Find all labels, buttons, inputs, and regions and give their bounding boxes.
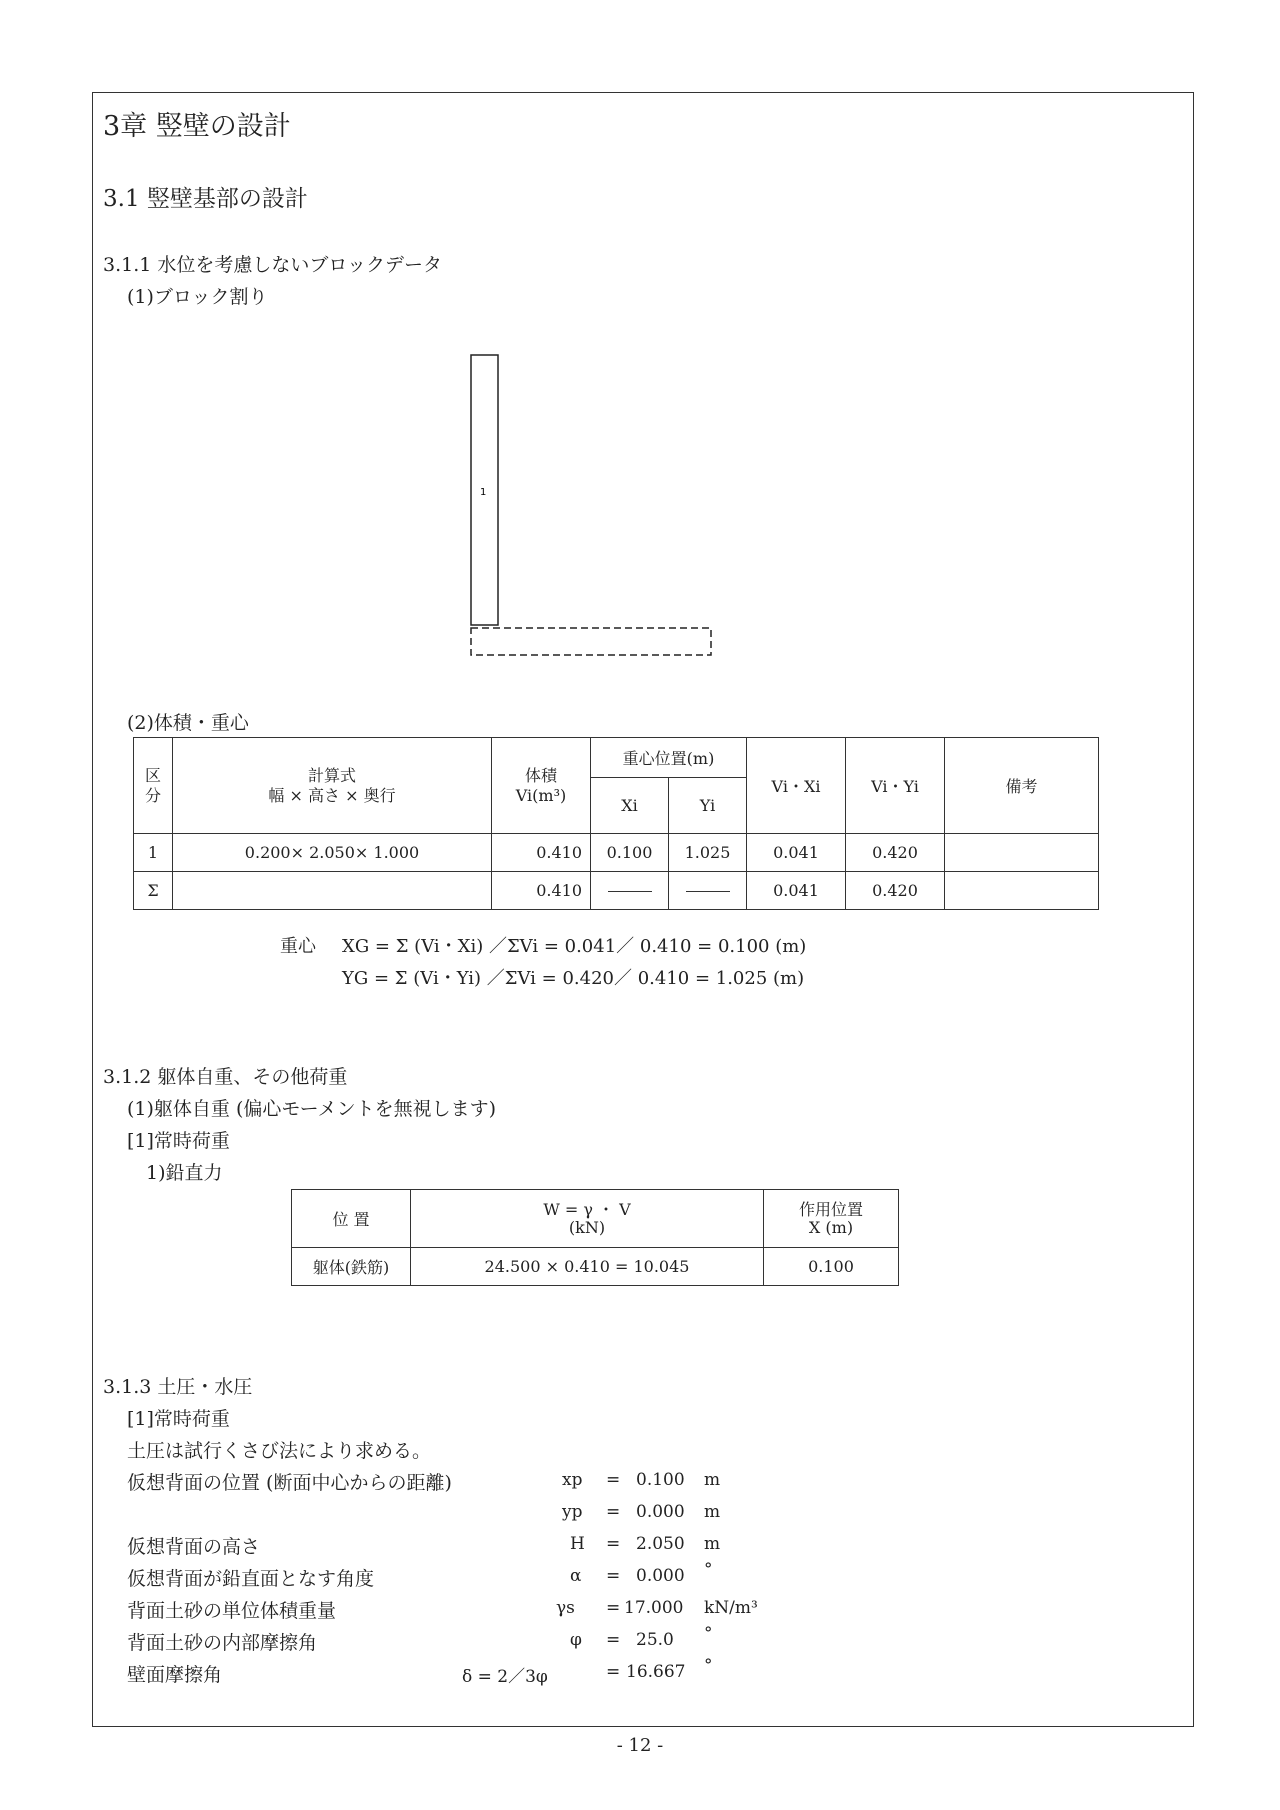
row-formula: 0.200× 2.050× 1.000 bbox=[173, 834, 492, 872]
sum-xi-dash bbox=[591, 872, 669, 910]
earth-pressure-method: 土圧は試行くさび法により求める。 bbox=[127, 1440, 432, 1462]
page-number: - 12 - bbox=[616, 1735, 664, 1756]
param-unit: ° bbox=[704, 1656, 713, 1676]
yg-formula: YG = Σ (Vi・Yi) ／ΣVi = 0.420／ 0.410 = 1.025 (m) bbox=[342, 968, 805, 989]
row-yi: 1.025 bbox=[669, 834, 747, 872]
param-label: 背面土砂の単位体積重量 bbox=[127, 1600, 337, 1622]
param-symbol: α bbox=[570, 1566, 582, 1586]
block-split-heading: (1)ブロック割り bbox=[127, 286, 268, 308]
volume-table bbox=[133, 737, 1099, 910]
param-equals: = bbox=[606, 1566, 621, 1586]
param-value: 0.000 bbox=[636, 1566, 685, 1586]
header-formula-detail: 幅 × 高さ × 奥行 bbox=[268, 785, 396, 805]
param-unit: m bbox=[704, 1502, 721, 1522]
param-value: 25.0 bbox=[636, 1630, 674, 1650]
header-weight-formula: W = γ ・ V bbox=[543, 1199, 631, 1219]
param-label: 壁面摩擦角 bbox=[127, 1664, 223, 1686]
param-equals: = bbox=[606, 1502, 621, 1522]
param-value: 17.000 bbox=[624, 1598, 684, 1618]
subsection-title-2: 3.1.2 躯体自重、その他荷重 bbox=[103, 1066, 348, 1088]
header-volume bbox=[492, 738, 591, 834]
param-symbol: φ bbox=[570, 1630, 582, 1650]
normal-load-heading: [1]常時荷重 bbox=[127, 1130, 230, 1152]
header-action-label: 作用位置 bbox=[798, 1199, 863, 1219]
sum-volume: 0.410 bbox=[492, 872, 591, 910]
param-label: 背面土砂の内部摩擦角 bbox=[127, 1632, 318, 1654]
param-unit: m bbox=[704, 1470, 721, 1490]
vertical-force-table bbox=[291, 1189, 899, 1286]
param-label: 仮想背面の高さ bbox=[127, 1536, 261, 1558]
header-viyi: Vi・Yi bbox=[846, 738, 945, 834]
param-label: 仮想背面が鉛直面となす角度 bbox=[127, 1568, 375, 1590]
header-division: 区 分 bbox=[134, 738, 173, 834]
param-unit: ° bbox=[704, 1560, 713, 1580]
header-note: 備考 bbox=[945, 738, 1099, 834]
row-division: 1 bbox=[134, 834, 173, 872]
row-note bbox=[945, 834, 1099, 872]
sum-note bbox=[945, 872, 1099, 910]
header-centroid: 重心位置(m) bbox=[591, 738, 747, 778]
row-xi: 0.100 bbox=[591, 834, 669, 872]
subsection-title-1: 3.1.1 水位を考慮しないブロックデータ bbox=[103, 254, 443, 276]
vertical-force-heading: 1)鉛直力 bbox=[146, 1162, 223, 1184]
block-label: 1 bbox=[480, 487, 487, 498]
param-equals: = bbox=[606, 1470, 621, 1490]
chapter-title: 3章 竪壁の設計 bbox=[103, 111, 291, 142]
param-value: 0.000 bbox=[636, 1502, 685, 1522]
subsection-title-3: 3.1.3 土圧・水圧 bbox=[103, 1376, 253, 1398]
row-volume: 0.410 bbox=[492, 834, 591, 872]
param-equals: = bbox=[606, 1534, 621, 1554]
sum-row bbox=[134, 872, 1099, 910]
param-equals: = bbox=[606, 1662, 621, 1682]
header-action-unit: X (m) bbox=[808, 1217, 854, 1237]
sum-yi-dash bbox=[669, 872, 747, 910]
param-symbol: γs bbox=[556, 1598, 575, 1618]
header-volume-unit: Vi(m³) bbox=[515, 785, 567, 805]
param-value: 0.100 bbox=[636, 1470, 685, 1490]
row-weight: 24.500 × 0.410 = 10.045 bbox=[411, 1248, 764, 1286]
param-unit: m bbox=[704, 1534, 721, 1554]
header-position: 位 置 bbox=[292, 1190, 411, 1248]
header-formula bbox=[173, 738, 492, 834]
row-action-position: 0.100 bbox=[764, 1248, 899, 1286]
sum-division: Σ bbox=[134, 872, 173, 910]
sum-vixi: 0.041 bbox=[747, 872, 846, 910]
header-weight bbox=[411, 1190, 764, 1248]
header-vixi: Vi・Xi bbox=[747, 738, 846, 834]
row-position: 躯体(鉄筋) bbox=[292, 1248, 411, 1286]
self-weight-heading: (1)躯体自重 (偏心モーメントを無視します) bbox=[127, 1098, 497, 1120]
param-value: 16.667 bbox=[626, 1662, 686, 1682]
normal-load-heading-2: [1]常時荷重 bbox=[127, 1408, 230, 1430]
section-title: 3.1 竪壁基部の設計 bbox=[103, 186, 308, 212]
row-vixi: 0.041 bbox=[747, 834, 846, 872]
row-viyi: 0.420 bbox=[846, 834, 945, 872]
param-equals: = bbox=[606, 1598, 621, 1618]
param-symbol: xp bbox=[562, 1470, 583, 1490]
param-symbol: δ = 2／3φ bbox=[462, 1667, 548, 1687]
param-label: 仮想背面の位置 (断面中心からの距離) bbox=[127, 1472, 452, 1494]
param-symbol: yp bbox=[562, 1502, 583, 1522]
volume-heading: (2)体積・重心 bbox=[127, 712, 249, 734]
sum-viyi: 0.420 bbox=[846, 872, 945, 910]
header-weight-unit: (kN) bbox=[568, 1217, 606, 1237]
centroid-label: 重心 bbox=[280, 936, 316, 957]
header-action-position bbox=[764, 1190, 899, 1248]
param-value: 2.050 bbox=[636, 1534, 685, 1554]
table-row bbox=[134, 834, 1099, 872]
block-diagram bbox=[460, 350, 720, 660]
table-row bbox=[292, 1248, 899, 1286]
sum-formula bbox=[173, 872, 492, 910]
header-formula-label: 計算式 bbox=[307, 765, 356, 785]
header-xi: Xi bbox=[591, 778, 669, 834]
xg-formula: XG = Σ (Vi・Xi) ／ΣVi = 0.041／ 0.410 = 0.100 (m) bbox=[342, 936, 807, 957]
footing-block-dashed bbox=[471, 628, 711, 655]
header-volume-label: 体積 bbox=[524, 765, 557, 785]
param-symbol: H bbox=[570, 1534, 585, 1554]
param-unit: ° bbox=[704, 1624, 713, 1644]
param-equals: = bbox=[606, 1630, 621, 1650]
header-yi: Yi bbox=[669, 778, 747, 834]
param-unit: kN/m³ bbox=[704, 1598, 758, 1618]
